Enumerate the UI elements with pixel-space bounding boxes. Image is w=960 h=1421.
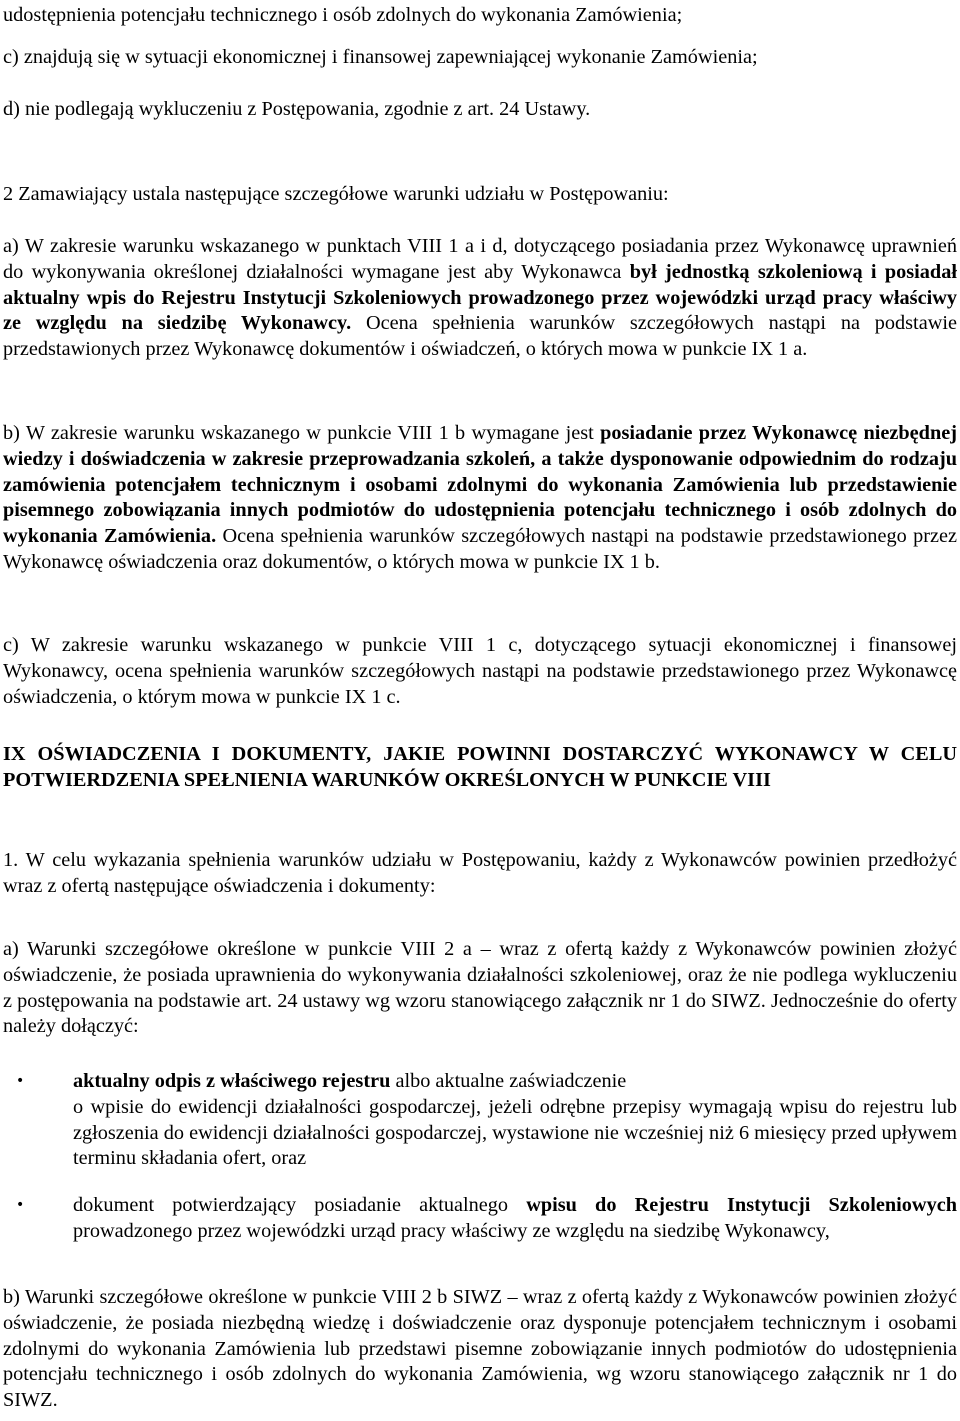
paragraph-b (3, 421, 957, 576)
list-item (3, 1069, 957, 1172)
paragraph-c: c) W zakresie warunku wskazanego w punkcie VIII 1 c, dotyczącego sytuacji ekonomicznej i finansowej Wykonawcy, ocena spełnienia warunków szczegółowych nastąpi na podstawie przedstawionego przez Wykonawcę oświadczenia, o którym mowa w punkcie IX 1 c. (3, 634, 957, 708)
paragraph-b-text: b) W zakresie warunku wskazanego w punkcie VIII 1 b wymagane jest (3, 422, 601, 444)
paragraph-a (3, 234, 957, 363)
paragraph-a-text-2: Ocena spełnienia warunków szczegółowych nastąpi na podstawie przedstawionych przez Wykonawcę dokumentów i oświadczeń, o których mowa w punkcie IX 1 a. (3, 312, 957, 361)
list-item-text (73, 1193, 957, 1245)
list-item-text-1: dokument potwierdzający posiadanie aktualnego (73, 1194, 527, 1216)
paragraph-ix-1: 1. W celu wykazania spełnienia warunków udziału w Postępowaniu, każdy z Wykonawców powinien przedłożyć wraz z ofertą następujące oświadczenia i dokumenty: (3, 849, 957, 897)
list-item-text-1: albo aktualne zaświadczenie (390, 1070, 627, 1092)
bullet-icon: • (16, 1197, 25, 1213)
list-item (3, 1193, 957, 1245)
bullet-icon: • (16, 1073, 25, 1089)
paragraph-a-bold: był jednostką szkoleniową i posiadał aktualny wpis do Rejestru Instytucji Szkoleniowych prowadzonego przez wojewódzki urząd pracy właściwy ze względu na siedzibę Wykonawcy. (3, 260, 957, 335)
paragraph-b-text-2: Ocena spełnienia warunków szczegółowych nastąpi na podstawie przedstawionego przez Wykonawcę oświadczenia oraz dokumentów, o których mowa w punkcie IX 1 b. (3, 525, 957, 573)
paragraph-b-bold: posiadanie przez Wykonawcę niezbędnej wiedzy i doświadczenia w zakresie przeprowadzania szkoleń, a także dysponowanie odpowiednim do rodzaju zamówienia potencjałem technicznym i osobami zdolnymi do wykonania Zamówienia lub przedstawienie pisemnego zobowiązania innych podmiotów do udostępnienia potencjału technicznego i osób zdolnych do wykonania Zamówienia. (3, 422, 957, 548)
paragraph-2: 2 Zamawiający ustala następujące szczegółowe warunki udziału w Postępowaniu: (3, 183, 669, 205)
paragraph-a-text: a) W zakresie warunku wskazanego w punktach VIII 1 a i d, dotyczącego posiadania przez Wykonawcę uprawnień do wykonywania określonej działalności wymagane jest aby Wykonawca (3, 235, 957, 283)
list-item-bold: aktualny odpis z właściwego rejestru (73, 1070, 391, 1092)
list-item-text-2: o wpisie do ewidencji działalności gospodarczej, jeżeli odrębne przepisy wymagają wpisu do rejestru lub zgłoszenia do ewidencji działalności gospodarczej, wystawione nie wcześniej niż 6 miesięcy przed upływem terminu składania ofert, oraz (73, 1095, 957, 1170)
paragraph-ix-1a: a) Warunki szczegółowe określone w punkcie VIII 2 a – wraz z ofertą każdy z Wykonawców powinien złożyć oświadczenie, że posiada uprawnienia do wykonywania działalności szkoleniowej, oraz że nie podlega wykluczeniu z postępowania na podstawie art. 24 ustawy wg wzoru stanowiącego załącznik nr 1 do SIWZ. Jednocześnie do oferty należy dołączyć: (3, 938, 957, 1038)
text-line: c) znajdują się w sytuacji ekonomicznej i finansowej zapewniającej wykonanie Zamówienia; (3, 46, 758, 68)
list-item-text-2: prowadzonego przez wojewódzki urząd pracy właściwy ze względu na siedzibę Wykonawcy, (73, 1219, 830, 1242)
text-line: d) nie podlegają wykluczeniu z Postępowania, zgodnie z art. 24 Ustawy. (3, 98, 591, 120)
list-item-bold: wpisu do Rejestru Instytucji Szkoleniowych (526, 1194, 957, 1216)
text-line: udostępnienia potencjału technicznego i osób zdolnych do wykonania Zamówienia; (3, 4, 683, 26)
paragraph-ix-1b: b) Warunki szczegółowe określone w punkcie VIII 2 b SIWZ – wraz z ofertą każdy z Wykonawców powinien złożyć oświadczenie, że posiada niezbędną wiedzę i doświadczenie oraz dysponuje potencjałem technicznym i osobami zdolnymi do wykonania Zamówienia lub przedstawi pisemne zobowiązanie innych podmiotów do udostępnienia potencjału technicznego i osób zdolnych do wykonania Zamówienia, wg wzoru stanowiącego załącznik nr 1 do SIWZ. (3, 1286, 957, 1412)
list-item-text (73, 1069, 957, 1172)
section-heading-ix: IX OŚWIADCZENIA I DOKUMENTY, JAKIE POWINNI DOSTARCZYĆ WYKONAWCY W CELU POTWIERDZENIA SPEŁNIENIA WARUNKÓW OKREŚLONYCH W PUNKCIE VIII (3, 743, 957, 791)
